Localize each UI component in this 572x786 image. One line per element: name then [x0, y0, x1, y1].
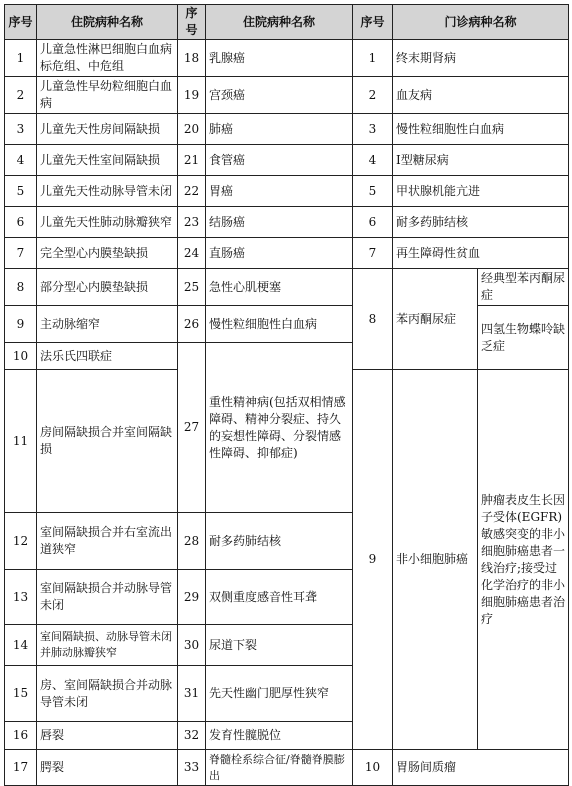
inpatient-name-23: 结肠癌 [206, 207, 353, 238]
inpatient-no-18: 18 [178, 40, 206, 77]
outpatient-no-1: 1 [353, 40, 393, 77]
header-no: 序号 [5, 5, 37, 40]
inpatient-no-33: 33 [178, 750, 206, 786]
outpatient-name-7: 再生障碍性贫血 [393, 238, 569, 269]
inpatient-no-26: 26 [178, 306, 206, 343]
inpatient-no-15: 15 [5, 666, 37, 722]
inpatient-name-5: 儿童先天性动脉导管未闭 [37, 176, 178, 207]
inpatient-name-29: 双侧重度感音性耳聋 [206, 570, 353, 625]
inpatient-no-10: 10 [5, 343, 37, 370]
inpatient-name-12: 室间隔缺损合并右室流出道狭窄 [37, 513, 178, 570]
outpatient-no-4: 4 [353, 145, 393, 176]
table-row [5, 207, 569, 238]
inpatient-name-19: 宫颈癌 [206, 77, 353, 114]
header-inpatient-2: 住院病种名称 [206, 5, 353, 40]
table-row [5, 269, 569, 306]
inpatient-no-3: 3 [5, 114, 37, 145]
inpatient-name-14: 室间隔缺损、动脉导管未闭并肺动脉瓣狭窄 [37, 625, 178, 666]
header-inpatient: 住院病种名称 [37, 5, 178, 40]
table-row [5, 750, 569, 786]
table-row [5, 176, 569, 207]
inpatient-name-31: 先天性幽门肥厚性狭窄 [206, 666, 353, 722]
inpatient-name-28: 耐多药肺结核 [206, 513, 353, 570]
outpatient-name-10: 胃肠间质瘤 [393, 750, 569, 786]
outpatient-name-9: 非小细胞肺癌 [393, 370, 478, 750]
outpatient-no-5: 5 [353, 176, 393, 207]
header-row [5, 5, 569, 40]
inpatient-name-7: 完全型心内膜垫缺损 [37, 238, 178, 269]
inpatient-no-20: 20 [178, 114, 206, 145]
inpatient-no-2: 2 [5, 77, 37, 114]
inpatient-name-18: 乳腺癌 [206, 40, 353, 77]
inpatient-name-33: 脊髓栓系综合征/脊髓脊膜膨出 [206, 750, 353, 786]
outpatient-name-3: 慢性粒细胞性白血病 [393, 114, 569, 145]
inpatient-no-6: 6 [5, 207, 37, 238]
outpatient-name-8: 苯丙酮尿症 [393, 269, 478, 370]
table-row [5, 40, 569, 77]
inpatient-name-8: 部分型心内膜垫缺损 [37, 269, 178, 306]
inpatient-name-2: 儿童急性早幼粒细胞白血病 [37, 77, 178, 114]
inpatient-no-30: 30 [178, 625, 206, 666]
table-row [5, 114, 569, 145]
inpatient-no-25: 25 [178, 269, 206, 306]
inpatient-no-22: 22 [178, 176, 206, 207]
inpatient-name-16: 唇裂 [37, 722, 178, 750]
inpatient-name-11: 房间隔缺损合并室间隔缺损 [37, 370, 178, 513]
table-row [5, 77, 569, 114]
inpatient-no-11: 11 [5, 370, 37, 513]
inpatient-name-27: 重性精神病(包括双相情感障碍、精神分裂症、持久的妄想性障碍、分裂情感性障碍、抑郁症) [206, 343, 353, 513]
inpatient-name-25: 急性心肌梗塞 [206, 269, 353, 306]
inpatient-no-13: 13 [5, 570, 37, 625]
inpatient-no-32: 32 [178, 722, 206, 750]
inpatient-no-27: 27 [178, 343, 206, 513]
inpatient-no-4: 4 [5, 145, 37, 176]
outpatient-name-6: 耐多药肺结核 [393, 207, 569, 238]
inpatient-name-32: 发育性髋脱位 [206, 722, 353, 750]
inpatient-name-10: 法乐氏四联症 [37, 343, 178, 370]
outpatient-no-6: 6 [353, 207, 393, 238]
outpatient-name-5: 甲状腺机能亢进 [393, 176, 569, 207]
inpatient-name-3: 儿童先天性房间隔缺损 [37, 114, 178, 145]
inpatient-no-5: 5 [5, 176, 37, 207]
inpatient-no-28: 28 [178, 513, 206, 570]
outpatient-name-1: 终末期肾病 [393, 40, 569, 77]
inpatient-no-23: 23 [178, 207, 206, 238]
table-row [5, 238, 569, 269]
inpatient-no-16: 16 [5, 722, 37, 750]
outpatient-no-9: 9 [353, 370, 393, 750]
table-row [5, 306, 569, 343]
inpatient-name-24: 直肠癌 [206, 238, 353, 269]
outpatient-no-8: 8 [353, 269, 393, 370]
header-no-3: 序号 [353, 5, 393, 40]
inpatient-no-31: 31 [178, 666, 206, 722]
inpatient-no-12: 12 [5, 513, 37, 570]
inpatient-no-7: 7 [5, 238, 37, 269]
inpatient-name-15: 房、室间隔缺损合并动脉导管未闭 [37, 666, 178, 722]
inpatient-name-9: 主动脉缩窄 [37, 306, 178, 343]
inpatient-name-13: 室间隔缺损合并动脉导管未闭 [37, 570, 178, 625]
inpatient-no-29: 29 [178, 570, 206, 625]
inpatient-name-20: 肺癌 [206, 114, 353, 145]
outpatient-no-3: 3 [353, 114, 393, 145]
header-outpatient: 门诊病种名称 [393, 5, 569, 40]
inpatient-name-4: 儿童先天性室间隔缺损 [37, 145, 178, 176]
inpatient-name-6: 儿童先天性肺动脉瓣狭窄 [37, 207, 178, 238]
outpatient-sub-8b: 四氢生物蝶呤缺乏症 [478, 306, 569, 370]
outpatient-no-2: 2 [353, 77, 393, 114]
table-row [5, 145, 569, 176]
inpatient-no-1: 1 [5, 40, 37, 77]
inpatient-no-19: 19 [178, 77, 206, 114]
outpatient-no-7: 7 [353, 238, 393, 269]
inpatient-no-24: 24 [178, 238, 206, 269]
inpatient-no-21: 21 [178, 145, 206, 176]
outpatient-name-4: I型糖尿病 [393, 145, 569, 176]
inpatient-no-17: 17 [5, 750, 37, 786]
inpatient-name-17: 腭裂 [37, 750, 178, 786]
outpatient-sub-8a: 经典型苯丙酮尿症 [478, 269, 569, 306]
outpatient-no-10: 10 [353, 750, 393, 786]
inpatient-no-8: 8 [5, 269, 37, 306]
header-no-2: 序号 [178, 5, 206, 40]
inpatient-name-21: 食管癌 [206, 145, 353, 176]
inpatient-name-26: 慢性粒细胞性白血病 [206, 306, 353, 343]
inpatient-no-9: 9 [5, 306, 37, 343]
disease-table [4, 4, 569, 786]
inpatient-no-14: 14 [5, 625, 37, 666]
inpatient-name-1: 儿童急性淋巴细胞白血病标危组、中危组 [37, 40, 178, 77]
inpatient-name-30: 尿道下裂 [206, 625, 353, 666]
outpatient-name-2: 血友病 [393, 77, 569, 114]
outpatient-sub-9: 肿瘤表皮生长因子受体(EGFR)敏感突变的非小细胞肺癌患者一线治疗;接受过化学治疗的非小细胞肺癌患者治疗 [478, 370, 569, 750]
inpatient-name-22: 胃癌 [206, 176, 353, 207]
